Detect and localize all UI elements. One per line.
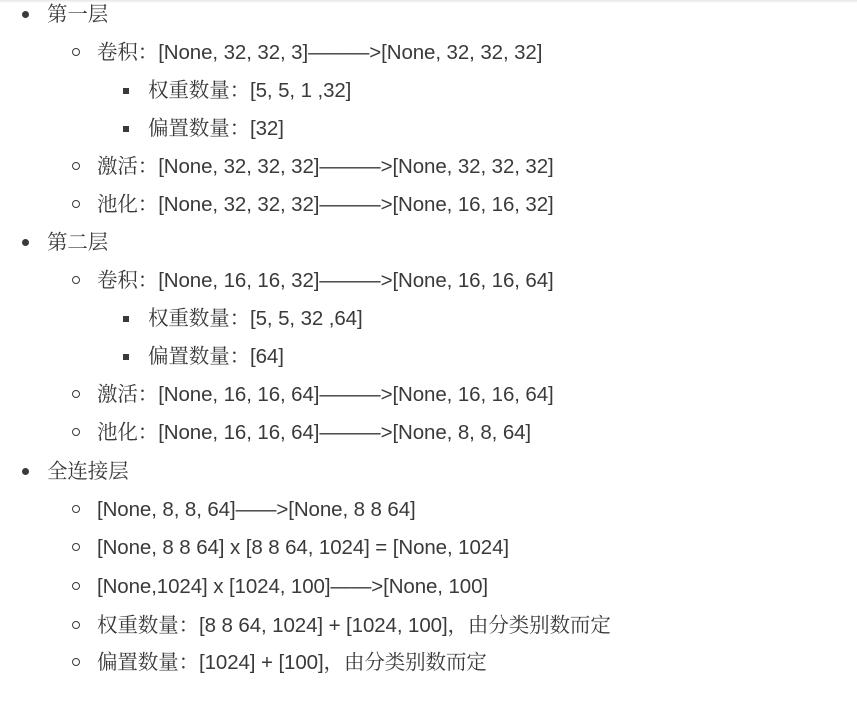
circle-bullet-icon (72, 621, 80, 629)
square-bullet-icon (123, 88, 129, 94)
item-text: 全连接层 (47, 460, 129, 483)
item-text: 激活：[None, 32, 32, 32]———>[None, 32, 32, 32] (97, 155, 554, 178)
circle-bullet-icon (72, 276, 80, 284)
circle-bullet-icon (72, 200, 80, 208)
item-text: 偏置数量：[64] (148, 345, 284, 368)
top-divider (0, 0, 857, 3)
circle-bullet-icon (72, 658, 80, 666)
circle-bullet-icon (72, 543, 80, 551)
circle-bullet-icon (72, 505, 80, 513)
item-text: [None,1024] x [1024, 100]——>[None, 100] (97, 575, 488, 598)
item-text: [None, 8 8 64] x [8 8 64, 1024] = [None, 1024] (97, 536, 509, 559)
disc-bullet-icon (22, 11, 29, 18)
item-text: 权重数量：[5, 5, 32 ,64] (148, 307, 363, 330)
square-bullet-icon (123, 354, 129, 360)
item-text: 第一层 (47, 3, 109, 26)
item-text: 池化：[None, 16, 16, 64]———>[None, 8, 8, 64] (97, 421, 532, 444)
item-text: 偏置数量：[32] (148, 117, 284, 140)
circle-bullet-icon (72, 428, 80, 436)
item-text: 权重数量：[8 8 64, 1024] + [1024, 100]，由分类别数而定 (97, 614, 611, 637)
item-text: 卷积：[None, 32, 32, 3]———>[None, 32, 32, 32] (97, 41, 543, 64)
disc-bullet-icon (22, 468, 29, 475)
item-text: [None, 8, 8, 64]——>[None, 8 8 64] (97, 498, 416, 521)
circle-bullet-icon (72, 390, 80, 398)
item-text: 权重数量：[5, 5, 1 ,32] (148, 79, 352, 102)
square-bullet-icon (123, 316, 129, 322)
item-text: 池化：[None, 32, 32, 32]———>[None, 16, 16, 32] (97, 193, 554, 216)
item-text: 激活：[None, 16, 16, 64]———>[None, 16, 16, 64] (97, 383, 554, 406)
item-text: 第二层 (47, 231, 109, 254)
item-text: 偏置数量：[1024] + [100]，由分类别数而定 (97, 651, 487, 674)
circle-bullet-icon (72, 162, 80, 170)
circle-bullet-icon (72, 48, 80, 56)
circle-bullet-icon (72, 582, 80, 590)
square-bullet-icon (123, 126, 129, 132)
disc-bullet-icon (22, 239, 29, 246)
item-text: 卷积：[None, 16, 16, 32]———>[None, 16, 16, 64] (97, 269, 554, 292)
